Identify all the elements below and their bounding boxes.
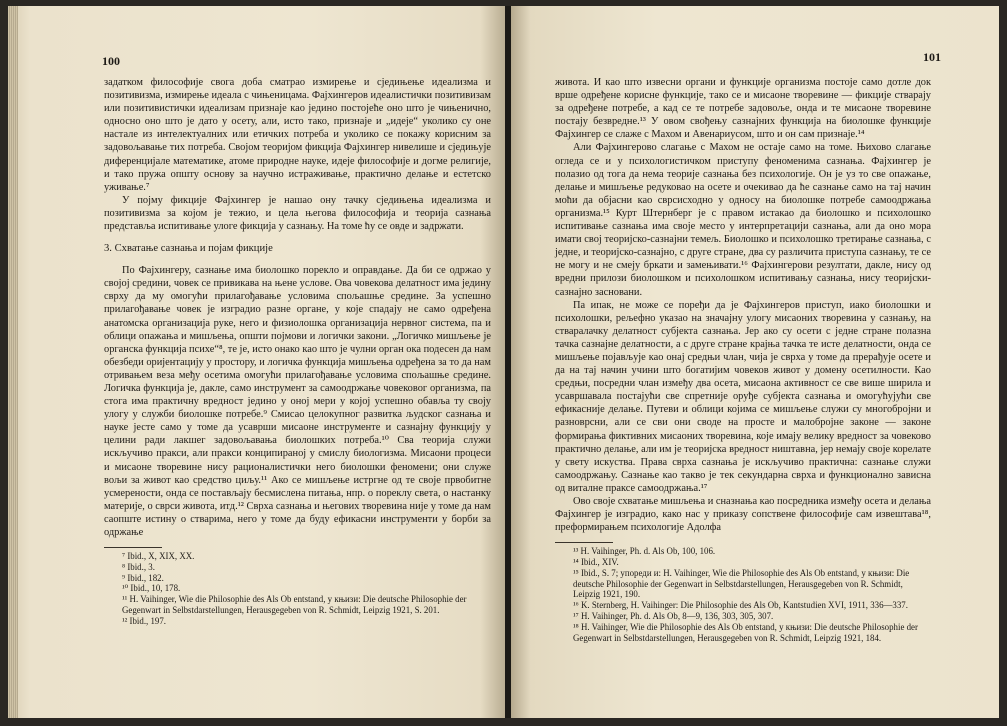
paragraph: задатком философије свога доба сматрао измирење и сједињење идеализма и позитивизма, измирење идеала с чињеницама. Фајхингеров идеалистички позитивизам или позитивистички идеализам признаје као једино постојеће оно што је чињенично, односно оно што је дато у осету, али, исто тако, признаје и „идеје“ уколико су оне настале из интелектуалних или етичких потреба и уколико се покажу корисним за задовољавање тих потреба. Својом теоријом фикција Фајхингер нивелише и сједињује диференцијале математике, атоме природне науке, идеје философије и догме религије, и тако пружа општу основу за научно истраживање, практично делање и естетско уживање.⁷ [104, 77, 491, 193]
page-number: 101 [923, 50, 941, 64]
footnotes [555, 546, 931, 643]
paragraph: Ово своје схватање мишљења и сназнања као посредника између осета и делања Фајхингер је изградио, како нас у приказу сопствене философије сам извештава¹⁸, преформирањем психологије Адолфа [555, 496, 931, 534]
footnote: ¹² Ibid., 197. [122, 615, 167, 626]
left-page [8, 6, 505, 718]
footnote: ¹⁸ H. Vaihinger, Wie die Philosophie des Als Ob entstand, у књизи: Die deutsche Philosophie der Gegenwart in Selbstdarstellungen, Herausgegeben von R. Schmidt, Leipzig 1921, 184. [573, 621, 918, 643]
paragraph: живота. И као што извесни органи и функције организма постоје само дотле док врше одређене корисне функције, тако се и мисаоне творевине — фикције стварају за одређене потребе, а кад се те потребе задовоље, онда и те мисаоне творевине постају безвредне.¹³ У овом свођењу сазнајних функција на биолошке функције Фајхингер се слаже с Махом и Авенариусом, што и он сам признаје.¹⁴ [555, 77, 931, 141]
footnote: ¹⁰ Ibid., 10, 178. [122, 583, 181, 594]
footnote: ⁷ Ibid., X, XIX, XX. [122, 551, 195, 562]
footnote: ¹⁶ K. Sternberg, H. Vaihinger: Die Philosophie des Als Ob, Kantstudien XVI, 1911, 336—337. [573, 600, 908, 611]
footnote: ¹³ H. Vaihinger, Ph. d. Als Ob, 100, 106. [573, 546, 716, 557]
left-page-body [104, 76, 491, 627]
right-page-body [555, 76, 931, 643]
footnote: ¹⁴ Ibid., XIV. [573, 557, 619, 568]
footnote: ¹⁷ H. Vaihinger, Ph. d. Als Ob, 8—9, 136, 303, 305, 307. [573, 611, 774, 622]
footnote: ¹⁵ Ibid., S. 7; упореди и: H. Vaihinger, Wie die Philosophie des Als Ob entstand, у књизи: Die deutsche Philosophie der Gegenwart in Selbstdarstellungen, Herausgegeben von R. Schmidt, Leipzig 1921, 190. [573, 567, 910, 600]
page-number: 100 [102, 54, 120, 68]
page-edge [8, 6, 18, 718]
paragraph: У појму фикције Фајхингер је нашао ону тачку сједињења идеализма и позитивизма за којом је тежио, и цела његова философија и теорија сазнања представља испитивање улоге фикција у сазнању. На томе ћу се овде и задржати. [104, 194, 491, 233]
paragraph: Па ипак, не може се поређи да је Фајхингеров приступ, иако биолошки и психолошки, рељефно указао на значајну улогу мисаоних творевина у сазнању, на стваралачку делатност субјекта сазнања. Јер ако су осети с једне стране полазна тачка сазнајне делатности, а с друге стране крајња тачка те исте делатности, онда се мишљење појављује као онај средњи члан, чија је сврха у томе да прерађује осете и да на тај начин учини што богатијим човеков живот у домену осетилности. Као средњи, посредни члан између два осета, мисаона активност се све више ширила и усавршавала постајући све спретније оруђе субјекта сазнања и омогућујући све ефикасније делање. Путеви и облици којима се мишљење служи су многоброjни и разноврсни, али се сви они своде на просте и малобројне законе — законе формирања фиктивних мисаоних творевина, које имају велику вредност за човеково практично делање, али им је теоријска вредност ништавна, јер немају своје корелате у свету искуства. Права сврха сазнања је искључиво практична: сазнање служи самоодржању. Сазнање као такво је тек секундарна сврха и функционално зависна од виталне праксе самоодржања.¹⁷ [555, 299, 931, 494]
footnote-rule [555, 542, 613, 543]
footnote-rule [104, 547, 162, 548]
footnote: ¹¹ H. Vaihinger, Wie die Philosophie des Als Ob entstand, у књизи: Die deutsche Philosophie der Gegenwart in Selbstdarstellungen, Herausgegeben von R. Schmidt, Leipzig 1921, S. 201. [122, 594, 467, 616]
paragraph: По Фајхингеру, сазнање има биолошко порекло и оправдање. Да би се одржао у својој средини, човек се привикава на њене услове. Ова човекова делатност има једину сврху да му омогући прилагођавање условима спољашње средине. За успешно прилагођавање човек је изградио разне органе, у које спадају не само одређена анатомска организација руке, него и физиолошка организација нервног система, па и облици опажања и мишљења, општи појмови и логички закони. „Логичко мишљење је органска функција психе“⁸, те је, исто онако као што је чулни орган ока подесен да нам обезбеди оријентацију у простору, и логичка функција мишљења одређена за то да нам отривањем веза међу осетима омогући прилагођавање условима спољашње средине. Логичка функција је, дакле, само инструмент за самоодржање човековог организма, па стога има практичну вредност једино у оној мери у којој успешно обавља ту своју улогу у служби биолошке потребе.⁹ Смисао целокупног развитка људског сазнања и науке јесте само у томе да усаврши мисаоне инструменте и сазнајну функцију у целини ради лакшег задовољавања биолошких потреба.¹⁰ Сва теорија служи искључиво пракси, али пракси конципираној у смислу биологизма. Мисаони процеси и мисаоне творевине нису рационалистички него биолошки феномени; они служе вољи за живот као средство циљу.¹¹ Ако се мишљење истргне од те своје првобитне усмерености, онда се постављају бесмислена питања, нпр. о пореклу света, о настанку материје, о сврси живота, итд.¹² Сврха сазнања и његових творевина није у томе да нам саопште истину о стварима, него у томе да буду ефикасни инструменти у борби за одржање [104, 265, 491, 538]
footnote: ⁹ Ibid., 182. [122, 572, 164, 583]
right-page [511, 6, 999, 718]
footnotes [104, 551, 491, 627]
paragraph: Али Фајхингерово слагање с Махом не остаје само на томе. Њихово слагање огледа се и у психологистичком приступу феноменима сазнања. Фајхингер је полазио од тога да нема теорије сазнања без психологије. Он је уз то све опажање, делање и мишљење редуковао на осете и очекивао да ће сазнање само на тај начин моћи да објасни као сврсисходно у односу на биолошке потребе самоодржања организма.¹⁵ Курт Штернберг је с правом истакао да биолошко и психолошко испитивање сазнања има своје место у интерпретацији сазнања, али да оно мора имати свој теоријско-сазнајни темељ. Биолошко и психолошко третирање сазнања, с једне, и теоријско-сазнајно, с друге стране, два су различита приступа сазнању, те се не могу и не смеју бркати и замењивати.¹⁶ Фајхингерови резултати, дакле, нису од вредни прилози биолошком и психолошком испитивању сазнања, нису теоријски-сазнајно засновани. [555, 142, 931, 298]
footnote: ⁸ Ibid., 3. [122, 561, 155, 572]
section-heading: 3. Схватање сазнања и појам фикције [104, 243, 273, 255]
